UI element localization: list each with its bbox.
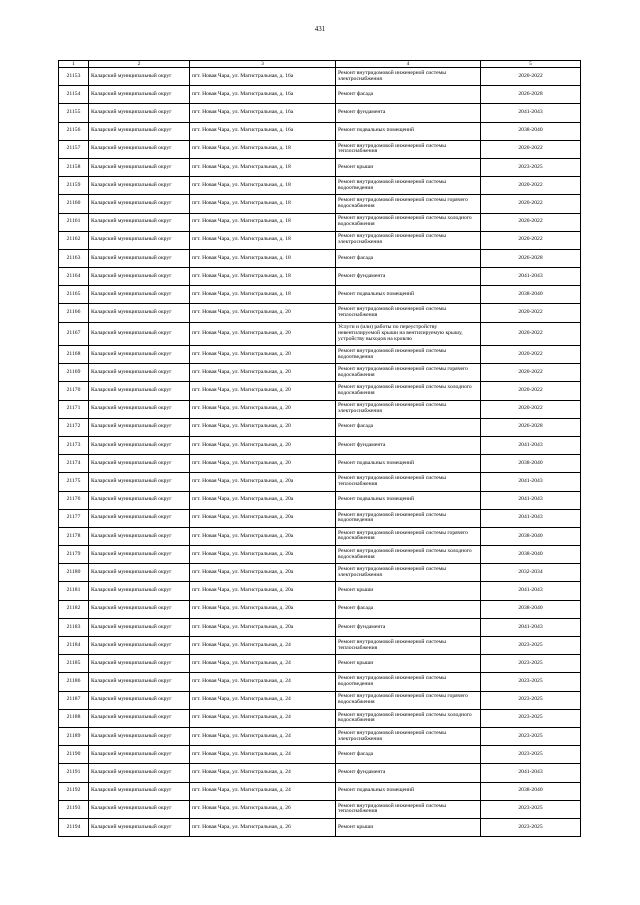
table-row <box>59 691 581 709</box>
column-header-period: 5 <box>481 61 581 68</box>
column-header-address: 3 <box>190 61 336 68</box>
table-row <box>59 268 581 286</box>
work-type-cell: Ремонт внутридомовой инженерной системы водоотведения <box>336 346 481 364</box>
period-cell: 2038-2040 <box>481 600 581 618</box>
work-type-cell: Ремонт фундамента <box>336 268 481 286</box>
work-type-cell: Ремонт крыши <box>336 655 481 673</box>
table-row <box>59 68 581 86</box>
address-cell: пгт. Новая Чара, ул. Магистральная, д. 24 <box>190 782 336 800</box>
table-row <box>59 655 581 673</box>
row-number: 21160 <box>59 195 89 213</box>
row-number: 21159 <box>59 177 89 195</box>
period-cell: 2020-2022 <box>481 140 581 158</box>
row-number: 21153 <box>59 68 89 86</box>
period-cell: 2023-2025 <box>481 637 581 655</box>
row-number: 21187 <box>59 691 89 709</box>
district-cell: Каларский муниципальный округ <box>89 249 190 267</box>
work-type-cell: Ремонт фасада <box>336 249 481 267</box>
district-cell: Каларский муниципальный округ <box>89 418 190 436</box>
address-cell: пгт. Новая Чара, ул. Магистральная, д. 18 <box>190 249 336 267</box>
address-cell: пгт. Новая Чара, ул. Магистральная, д. 18 <box>190 140 336 158</box>
district-cell: Каларский муниципальный округ <box>89 195 190 213</box>
row-number: 21183 <box>59 618 89 636</box>
row-number: 21175 <box>59 473 89 491</box>
table-row <box>59 304 581 322</box>
row-number: 21163 <box>59 249 89 267</box>
row-number: 21177 <box>59 509 89 527</box>
table-row <box>59 86 581 104</box>
table-row <box>59 346 581 364</box>
table-row <box>59 709 581 727</box>
row-number: 21179 <box>59 546 89 564</box>
address-cell: пгт. Новая Чара, ул. Магистральная, д. 24 <box>190 673 336 691</box>
row-number: 21178 <box>59 527 89 545</box>
row-number: 21181 <box>59 582 89 600</box>
row-number: 21168 <box>59 346 89 364</box>
district-cell: Каларский муниципальный округ <box>89 782 190 800</box>
row-number: 21193 <box>59 800 89 818</box>
table-row <box>59 455 581 473</box>
page-number: 431 <box>314 25 326 33</box>
period-cell: 2020-2022 <box>481 400 581 418</box>
table-row <box>59 177 581 195</box>
district-cell: Каларский муниципальный округ <box>89 709 190 727</box>
period-cell: 2020-2022 <box>481 68 581 86</box>
work-type-cell: Ремонт подвальных помещений <box>336 455 481 473</box>
district-cell: Каларский муниципальный округ <box>89 436 190 454</box>
period-cell: 2023-2025 <box>481 691 581 709</box>
table-row <box>59 782 581 800</box>
work-type-cell: Ремонт внутридомовой инженерной системы горячего водоснабжения <box>336 527 481 545</box>
work-type-cell: Ремонт внутридомовой инженерной системы теплоснабжения <box>336 473 481 491</box>
table-row <box>59 618 581 636</box>
table-row <box>59 364 581 382</box>
work-type-cell: Ремонт внутридомовой инженерной системы холодного водоснабжения <box>336 213 481 231</box>
address-cell: пгт. Новая Чара, ул. Магистральная, д. 20 <box>190 304 336 322</box>
row-number: 21184 <box>59 637 89 655</box>
work-type-cell: Ремонт подвальных помещений <box>336 491 481 509</box>
district-cell: Каларский муниципальный округ <box>89 637 190 655</box>
table-row <box>59 582 581 600</box>
period-cell: 2023-2025 <box>481 655 581 673</box>
period-cell: 2020-2022 <box>481 346 581 364</box>
period-cell: 2023-2025 <box>481 746 581 764</box>
address-cell: пгт. Новая Чара, ул. Магистральная, д. 24 <box>190 709 336 727</box>
address-cell: пгт. Новая Чара, ул. Магистральная, д. 20 <box>190 322 336 345</box>
address-cell: пгт. Новая Чара, ул. Магистральная, д. 18 <box>190 177 336 195</box>
period-cell: 2041-2043 <box>481 582 581 600</box>
address-cell: пгт. Новая Чара, ул. Магистральная, д. 24 <box>190 727 336 745</box>
period-cell: 2023-2025 <box>481 673 581 691</box>
period-cell: 2026-2028 <box>481 418 581 436</box>
address-cell: пгт. Новая Чара, ул. Магистральная, д. 20а <box>190 527 336 545</box>
row-number: 21164 <box>59 268 89 286</box>
district-cell: Каларский муниципальный округ <box>89 600 190 618</box>
row-number: 21166 <box>59 304 89 322</box>
work-type-cell: Ремонт внутридомовой инженерной системы водоотведения <box>336 177 481 195</box>
address-cell: пгт. Новая Чара, ул. Магистральная, д. 20а <box>190 564 336 582</box>
column-header-work: 4 <box>336 61 481 68</box>
district-cell: Каларский муниципальный округ <box>89 213 190 231</box>
period-cell: 2038-2040 <box>481 782 581 800</box>
period-cell: 2023-2025 <box>481 727 581 745</box>
work-type-cell: Ремонт крыши <box>336 158 481 176</box>
address-cell: пгт. Новая Чара, ул. Магистральная, д. 18 <box>190 158 336 176</box>
table-row <box>59 600 581 618</box>
work-type-cell: Ремонт внутридомовой инженерной системы холодного водоснабжения <box>336 546 481 564</box>
table-row <box>59 436 581 454</box>
period-cell: 2023-2025 <box>481 818 581 836</box>
address-cell: пгт. Новая Чара, ул. Магистральная, д. 20 <box>190 418 336 436</box>
table-row <box>59 122 581 140</box>
period-cell: 2020-2022 <box>481 364 581 382</box>
address-cell: пгт. Новая Чара, ул. Магистральная, д. 18 <box>190 231 336 249</box>
row-number: 21182 <box>59 600 89 618</box>
work-type-cell: Ремонт фундамента <box>336 618 481 636</box>
work-type-cell: Ремонт внутридомовой инженерной системы теплоснабжения <box>336 800 481 818</box>
district-cell: Каларский муниципальный округ <box>89 473 190 491</box>
district-cell: Каларский муниципальный округ <box>89 382 190 400</box>
district-cell: Каларский муниципальный округ <box>89 322 190 345</box>
table-row <box>59 473 581 491</box>
work-type-cell: Ремонт фундамента <box>336 436 481 454</box>
period-cell: 2038-2040 <box>481 122 581 140</box>
table-row <box>59 546 581 564</box>
period-cell: 2041-2043 <box>481 509 581 527</box>
table-row <box>59 286 581 304</box>
row-number: 21154 <box>59 86 89 104</box>
work-type-cell: Ремонт внутридомовой инженерной системы электроснабжения <box>336 564 481 582</box>
table-row <box>59 746 581 764</box>
work-type-cell: Ремонт внутридомовой инженерной системы холодного водоснабжения <box>336 709 481 727</box>
row-number: 21165 <box>59 286 89 304</box>
district-cell: Каларский муниципальный округ <box>89 346 190 364</box>
address-cell: пгт. Новая Чара, ул. Магистральная, д. 20а <box>190 600 336 618</box>
work-type-cell: Ремонт внутридомовой инженерной системы электроснабжения <box>336 400 481 418</box>
period-cell: 2020-2022 <box>481 231 581 249</box>
period-cell: 2020-2022 <box>481 304 581 322</box>
table-header <box>59 61 581 68</box>
district-cell: Каларский муниципальный округ <box>89 140 190 158</box>
period-cell: 2023-2025 <box>481 709 581 727</box>
address-cell: пгт. Новая Чара, ул. Магистральная, д. 20а <box>190 473 336 491</box>
district-cell: Каларский муниципальный округ <box>89 727 190 745</box>
address-cell: пгт. Новая Чара, ул. Магистральная, д. 18 <box>190 286 336 304</box>
period-cell: 2023-2025 <box>481 800 581 818</box>
district-cell: Каларский муниципальный округ <box>89 286 190 304</box>
row-number: 21172 <box>59 418 89 436</box>
address-cell: пгт. Новая Чара, ул. Магистральная, д. 20а <box>190 582 336 600</box>
table-row <box>59 195 581 213</box>
address-cell: пгт. Новая Чара, ул. Магистральная, д. 16а <box>190 122 336 140</box>
table-row <box>59 527 581 545</box>
address-cell: пгт. Новая Чара, ул. Магистральная, д. 20 <box>190 400 336 418</box>
address-cell: пгт. Новая Чара, ул. Магистральная, д. 16а <box>190 86 336 104</box>
address-cell: пгт. Новая Чара, ул. Магистральная, д. 20 <box>190 364 336 382</box>
table-row <box>59 382 581 400</box>
period-cell: 2038-2040 <box>481 286 581 304</box>
period-cell: 2026-2028 <box>481 86 581 104</box>
period-cell: 2041-2043 <box>481 764 581 782</box>
work-type-cell: Ремонт внутридомовой инженерной системы теплоснабжения <box>336 140 481 158</box>
work-type-cell: Ремонт фасада <box>336 600 481 618</box>
work-type-cell: Ремонт внутридомовой инженерной системы холодного водоснабжения <box>336 382 481 400</box>
period-cell: 2020-2022 <box>481 322 581 345</box>
work-type-cell: Ремонт внутридомовой инженерной системы электроснабжения <box>336 727 481 745</box>
address-cell: пгт. Новая Чара, ул. Магистральная, д. 26 <box>190 818 336 836</box>
period-cell: 2038-2040 <box>481 455 581 473</box>
address-cell: пгт. Новая Чара, ул. Магистральная, д. 24 <box>190 637 336 655</box>
work-type-cell: Ремонт крыши <box>336 582 481 600</box>
district-cell: Каларский муниципальный округ <box>89 764 190 782</box>
row-number: 21173 <box>59 436 89 454</box>
table-row <box>59 564 581 582</box>
work-type-cell: Ремонт внутридомовой инженерной системы горячего водоснабжения <box>336 195 481 213</box>
work-type-cell: Ремонт крыши <box>336 818 481 836</box>
row-number: 21169 <box>59 364 89 382</box>
district-cell: Каларский муниципальный округ <box>89 304 190 322</box>
row-number: 21180 <box>59 564 89 582</box>
period-cell: 2020-2022 <box>481 195 581 213</box>
table-body <box>59 68 581 837</box>
work-type-cell: Ремонт внутридомовой инженерной системы теплоснабжения <box>336 304 481 322</box>
column-header-number: 1 <box>59 61 89 68</box>
address-cell: пгт. Новая Чара, ул. Магистральная, д. 24 <box>190 691 336 709</box>
district-cell: Каларский муниципальный округ <box>89 86 190 104</box>
table-row <box>59 249 581 267</box>
district-cell: Каларский муниципальный округ <box>89 800 190 818</box>
district-cell: Каларский муниципальный округ <box>89 582 190 600</box>
address-cell: пгт. Новая Чара, ул. Магистральная, д. 20 <box>190 436 336 454</box>
district-cell: Каларский муниципальный округ <box>89 818 190 836</box>
table-row <box>59 213 581 231</box>
period-cell: 2041-2043 <box>481 268 581 286</box>
row-number: 21194 <box>59 818 89 836</box>
table-row <box>59 140 581 158</box>
work-type-cell: Ремонт фундамента <box>336 104 481 122</box>
period-cell: 2041-2043 <box>481 473 581 491</box>
period-cell: 2020-2022 <box>481 382 581 400</box>
period-cell: 2038-2040 <box>481 527 581 545</box>
address-cell: пгт. Новая Чара, ул. Магистральная, д. 24 <box>190 655 336 673</box>
district-cell: Каларский муниципальный округ <box>89 673 190 691</box>
address-cell: пгт. Новая Чара, ул. Магистральная, д. 20а <box>190 618 336 636</box>
period-cell: 2041-2043 <box>481 436 581 454</box>
work-type-cell: Ремонт фасада <box>336 418 481 436</box>
row-number: 21161 <box>59 213 89 231</box>
row-number: 21171 <box>59 400 89 418</box>
table-row <box>59 104 581 122</box>
address-cell: пгт. Новая Чара, ул. Магистральная, д. 20 <box>190 455 336 473</box>
row-number: 21189 <box>59 727 89 745</box>
address-cell: пгт. Новая Чара, ул. Магистральная, д. 20 <box>190 382 336 400</box>
work-type-cell: Ремонт внутридомовой инженерной системы электроснабжения <box>336 231 481 249</box>
district-cell: Каларский муниципальный округ <box>89 655 190 673</box>
table-row <box>59 818 581 836</box>
work-type-cell: Ремонт фундамента <box>336 764 481 782</box>
row-number: 21158 <box>59 158 89 176</box>
district-cell: Каларский муниципальный округ <box>89 455 190 473</box>
address-cell: пгт. Новая Чара, ул. Магистральная, д. 18 <box>190 213 336 231</box>
district-cell: Каларский муниципальный округ <box>89 691 190 709</box>
address-cell: пгт. Новая Чара, ул. Магистральная, д. 20а <box>190 546 336 564</box>
work-type-cell: Ремонт внутридомовой инженерной системы водоотведения <box>336 673 481 691</box>
address-cell: пгт. Новая Чара, ул. Магистральная, д. 24 <box>190 764 336 782</box>
address-cell: пгт. Новая Чара, ул. Магистральная, д. 26 <box>190 800 336 818</box>
district-cell: Каларский муниципальный округ <box>89 400 190 418</box>
row-number: 21186 <box>59 673 89 691</box>
district-cell: Каларский муниципальный округ <box>89 746 190 764</box>
work-type-cell: Ремонт внутридомовой инженерной системы водоотведения <box>336 509 481 527</box>
row-number: 21176 <box>59 491 89 509</box>
row-number: 21192 <box>59 782 89 800</box>
repair-schedule-table <box>58 60 581 837</box>
district-cell: Каларский муниципальный округ <box>89 509 190 527</box>
address-cell: пгт. Новая Чара, ул. Магистральная, д. 18 <box>190 195 336 213</box>
address-cell: пгт. Новая Чара, ул. Магистральная, д. 20а <box>190 491 336 509</box>
work-type-cell: Ремонт внутридомовой инженерной системы горячего водоснабжения <box>336 691 481 709</box>
address-cell: пгт. Новая Чара, ул. Магистральная, д. 20 <box>190 346 336 364</box>
row-number: 21170 <box>59 382 89 400</box>
table-row <box>59 673 581 691</box>
row-number: 21157 <box>59 140 89 158</box>
period-cell: 2032-2034 <box>481 564 581 582</box>
table-row <box>59 231 581 249</box>
work-type-cell: Ремонт фасада <box>336 86 481 104</box>
district-cell: Каларский муниципальный округ <box>89 527 190 545</box>
address-cell: пгт. Новая Чара, ул. Магистральная, д. 16а <box>190 104 336 122</box>
district-cell: Каларский муниципальный округ <box>89 231 190 249</box>
row-number: 21162 <box>59 231 89 249</box>
work-type-cell: Ремонт внутридомовой инженерной системы теплоснабжения <box>336 637 481 655</box>
table-row <box>59 800 581 818</box>
district-cell: Каларский муниципальный округ <box>89 618 190 636</box>
period-cell: 2038-2040 <box>481 546 581 564</box>
district-cell: Каларский муниципальный округ <box>89 177 190 195</box>
row-number: 21191 <box>59 764 89 782</box>
address-cell: пгт. Новая Чара, ул. Магистральная, д. 24 <box>190 746 336 764</box>
district-cell: Каларский муниципальный округ <box>89 364 190 382</box>
table-row <box>59 418 581 436</box>
district-cell: Каларский муниципальный округ <box>89 68 190 86</box>
work-type-cell: Ремонт подвальных помещений <box>336 286 481 304</box>
period-cell: 2020-2022 <box>481 213 581 231</box>
district-cell: Каларский муниципальный округ <box>89 268 190 286</box>
row-number: 21167 <box>59 322 89 345</box>
district-cell: Каларский муниципальный округ <box>89 564 190 582</box>
table-row <box>59 764 581 782</box>
period-cell: 2023-2025 <box>481 158 581 176</box>
district-cell: Каларский муниципальный округ <box>89 104 190 122</box>
district-cell: Каларский муниципальный округ <box>89 158 190 176</box>
table-row <box>59 158 581 176</box>
address-cell: пгт. Новая Чара, ул. Магистральная, д. 18 <box>190 268 336 286</box>
table-row <box>59 400 581 418</box>
table-row <box>59 637 581 655</box>
table-row <box>59 491 581 509</box>
row-number: 21190 <box>59 746 89 764</box>
work-type-cell: Услуги и (или) работы по переустройству невентилируемой крыши на вентилируемую крышу, устройству выходов на кровлю <box>336 322 481 345</box>
row-number: 21155 <box>59 104 89 122</box>
district-cell: Каларский муниципальный округ <box>89 491 190 509</box>
work-type-cell: Ремонт подвальных помещений <box>336 122 481 140</box>
address-cell: пгт. Новая Чара, ул. Магистральная, д. 16а <box>190 68 336 86</box>
district-cell: Каларский муниципальный округ <box>89 122 190 140</box>
table-row <box>59 727 581 745</box>
address-cell: пгт. Новая Чара, ул. Магистральная, д. 20а <box>190 509 336 527</box>
work-type-cell: Ремонт внутридомовой инженерной системы горячего водоснабжения <box>336 364 481 382</box>
period-cell: 2041-2043 <box>481 104 581 122</box>
column-header-district: 2 <box>89 61 190 68</box>
row-number: 21185 <box>59 655 89 673</box>
table-row <box>59 322 581 345</box>
work-type-cell: Ремонт подвальных помещений <box>336 782 481 800</box>
district-cell: Каларский муниципальный округ <box>89 546 190 564</box>
period-cell: 2041-2043 <box>481 491 581 509</box>
work-type-cell: Ремонт внутридомовой инженерной системы электроснабжения <box>336 68 481 86</box>
period-cell: 2041-2043 <box>481 618 581 636</box>
row-number: 21188 <box>59 709 89 727</box>
period-cell: 2026-2028 <box>481 249 581 267</box>
table-row <box>59 509 581 527</box>
row-number: 21174 <box>59 455 89 473</box>
work-type-cell: Ремонт фасада <box>336 746 481 764</box>
period-cell: 2020-2022 <box>481 177 581 195</box>
row-number: 21156 <box>59 122 89 140</box>
